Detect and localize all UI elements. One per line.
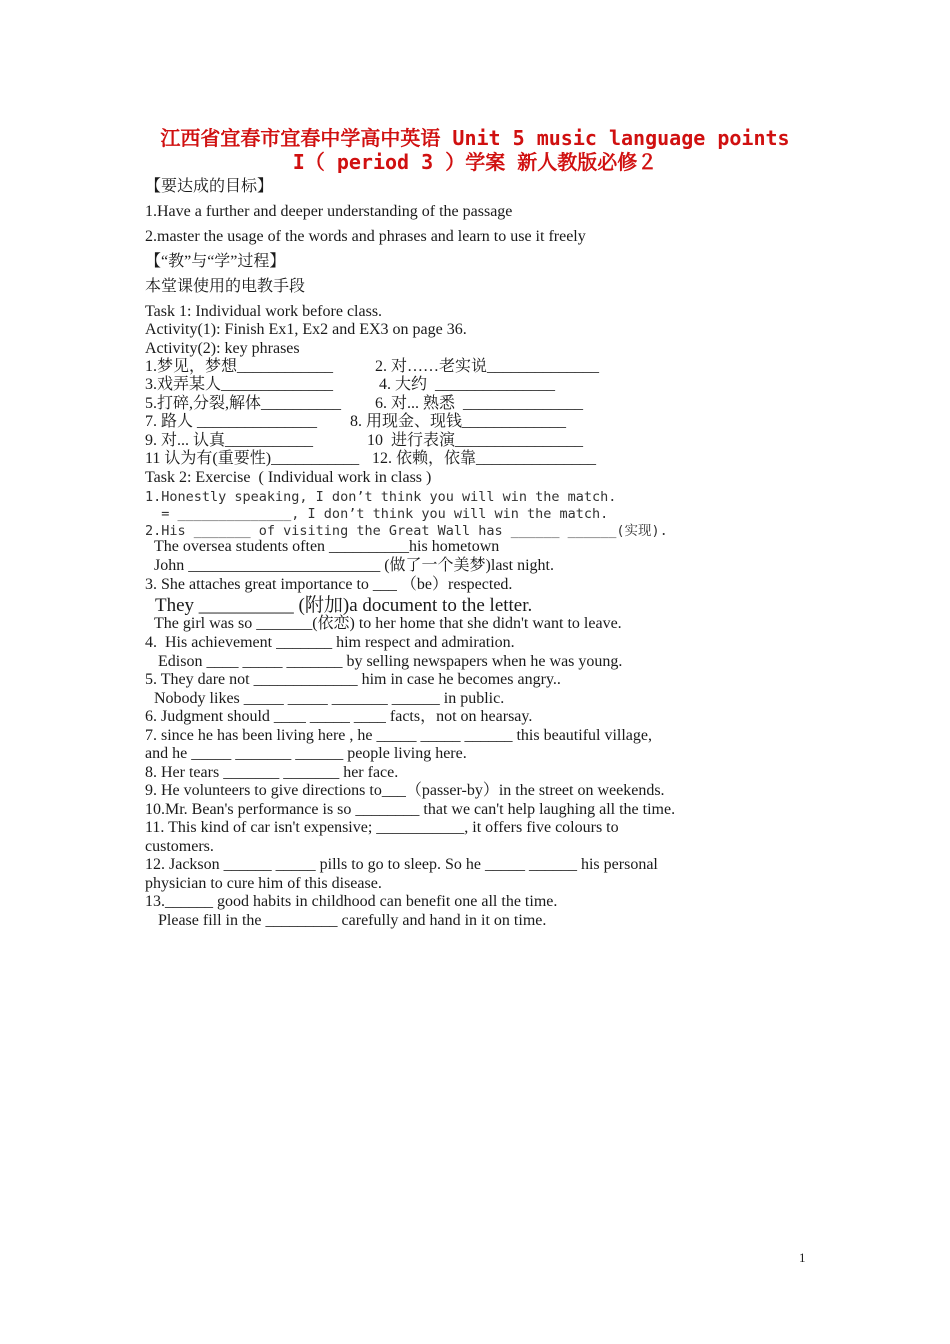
- exercise-line: Please fill in the _________ carefully and hand in it on time.: [158, 912, 547, 929]
- task2-title: Task 2: Exercise ( Individual work in class ): [145, 469, 432, 486]
- exercise-line: 7. since he has been living here , he _____ _____ ______ this beautiful village,: [145, 727, 652, 744]
- goals-heading: 【要达成的目标】: [145, 178, 274, 195]
- exercise-line: The oversea students often __________his hometown: [154, 538, 500, 555]
- task1-title: Task 1: Individual work before class.: [145, 303, 383, 320]
- exercise-line: Edison ____ _____ _______ by selling newspapers when he was young.: [158, 653, 623, 670]
- exercise-line: 9. He volunteers to give directions to___（passer-by）in the street on weekends.: [145, 782, 665, 799]
- page-number: 1: [799, 1250, 806, 1265]
- exercise-line: physician to cure him of this disease.: [145, 875, 382, 892]
- phrase-item: 12. 依赖，依靠_______________: [372, 450, 597, 467]
- phrase-item: 11 认为有(重要性)___________: [145, 450, 360, 467]
- phrase-item: 6. 对... 熟悉 _______________: [375, 395, 584, 412]
- goal-item-2: 2.master the usage of the words and phrases and learn to use it freely: [145, 228, 586, 245]
- exercise-line: 4. His achievement _______ him respect and admiration.: [145, 634, 515, 651]
- phrase-item: 3.戏弄某人______________: [145, 376, 334, 393]
- phrase-item: 5.打碎,分裂,解体__________: [145, 395, 342, 412]
- exercise-line: 8. Her tears _______ _______ her face.: [145, 764, 399, 781]
- task1-activity-2: Activity(2): key phrases: [145, 340, 300, 357]
- exercise-line: 5. They dare not _____________ him in case he becomes angry..: [145, 671, 561, 688]
- exercise-line: 13.______ good habits in childhood can benefit one all the time.: [145, 893, 558, 910]
- phrase-item: 4. 大约 _______________: [379, 376, 556, 393]
- phrase-item: 8. 用现金、现钱_____________: [350, 413, 567, 430]
- process-heading: 【“教”与“学”过程】: [145, 253, 286, 270]
- exercise-line: 1.Honestly speaking, I don’t think you will win the match.: [145, 489, 617, 505]
- exercise-line: The girl was so _______(依恋) to her home that she didn't want to leave.: [154, 615, 622, 632]
- task1-activity-1: Activity(1): Finish Ex1, Ex2 and EX3 on page 36.: [145, 321, 467, 338]
- exercise-line: 10.Mr. Bean's performance is so ________ that we can't help laughing all the time.: [145, 801, 676, 818]
- phrase-item: 10 进行表演________________: [367, 432, 584, 449]
- exercise-line: = ______________, I don’t think you will win the match.: [145, 506, 609, 522]
- teaching-media: 本堂课使用的电教手段: [145, 278, 306, 295]
- exercise-line: Nobody likes _____ _____ _______ ______ in public.: [154, 690, 505, 707]
- exercise-line: 3. She attaches great importance to ___ （be）respected.: [145, 576, 513, 593]
- exercise-line: 12. Jackson ______ _____ pills to go to sleep. So he _____ ______ his personal: [145, 856, 658, 873]
- exercise-line: 2.His _______ of visiting the Great Wall has ______ ______(实现).: [145, 523, 668, 539]
- exercise-line: customers.: [145, 838, 214, 855]
- exercise-line: They __________ (附加)a document to the letter.: [155, 595, 533, 616]
- document-title-line-2: I（ period 3 ）学案 新人教版必修２: [292, 150, 658, 174]
- exercise-line: and he _____ _______ ______ people living here.: [145, 745, 467, 762]
- goal-item-1: 1.Have a further and deeper understanding of the passage: [145, 203, 513, 220]
- exercise-line: 11. This kind of car isn't expensive; ___________, it offers five colours to: [145, 819, 619, 836]
- document-title-line-1: 江西省宜春市宜春中学高中英语 Unit 5 music language points: [160, 126, 790, 150]
- exercise-line: John ________________________ (做了一个美梦)last night.: [154, 557, 554, 574]
- phrase-item: 1.梦见，梦想____________: [145, 358, 334, 375]
- exercise-line: 6. Judgment should ____ _____ ____ facts，not on hearsay.: [145, 708, 533, 725]
- phrase-item: 9. 对... 认真___________: [145, 432, 314, 449]
- phrase-item: 2. 对……老实说______________: [375, 358, 600, 375]
- phrase-item: 7. 路人 _______________: [145, 413, 318, 430]
